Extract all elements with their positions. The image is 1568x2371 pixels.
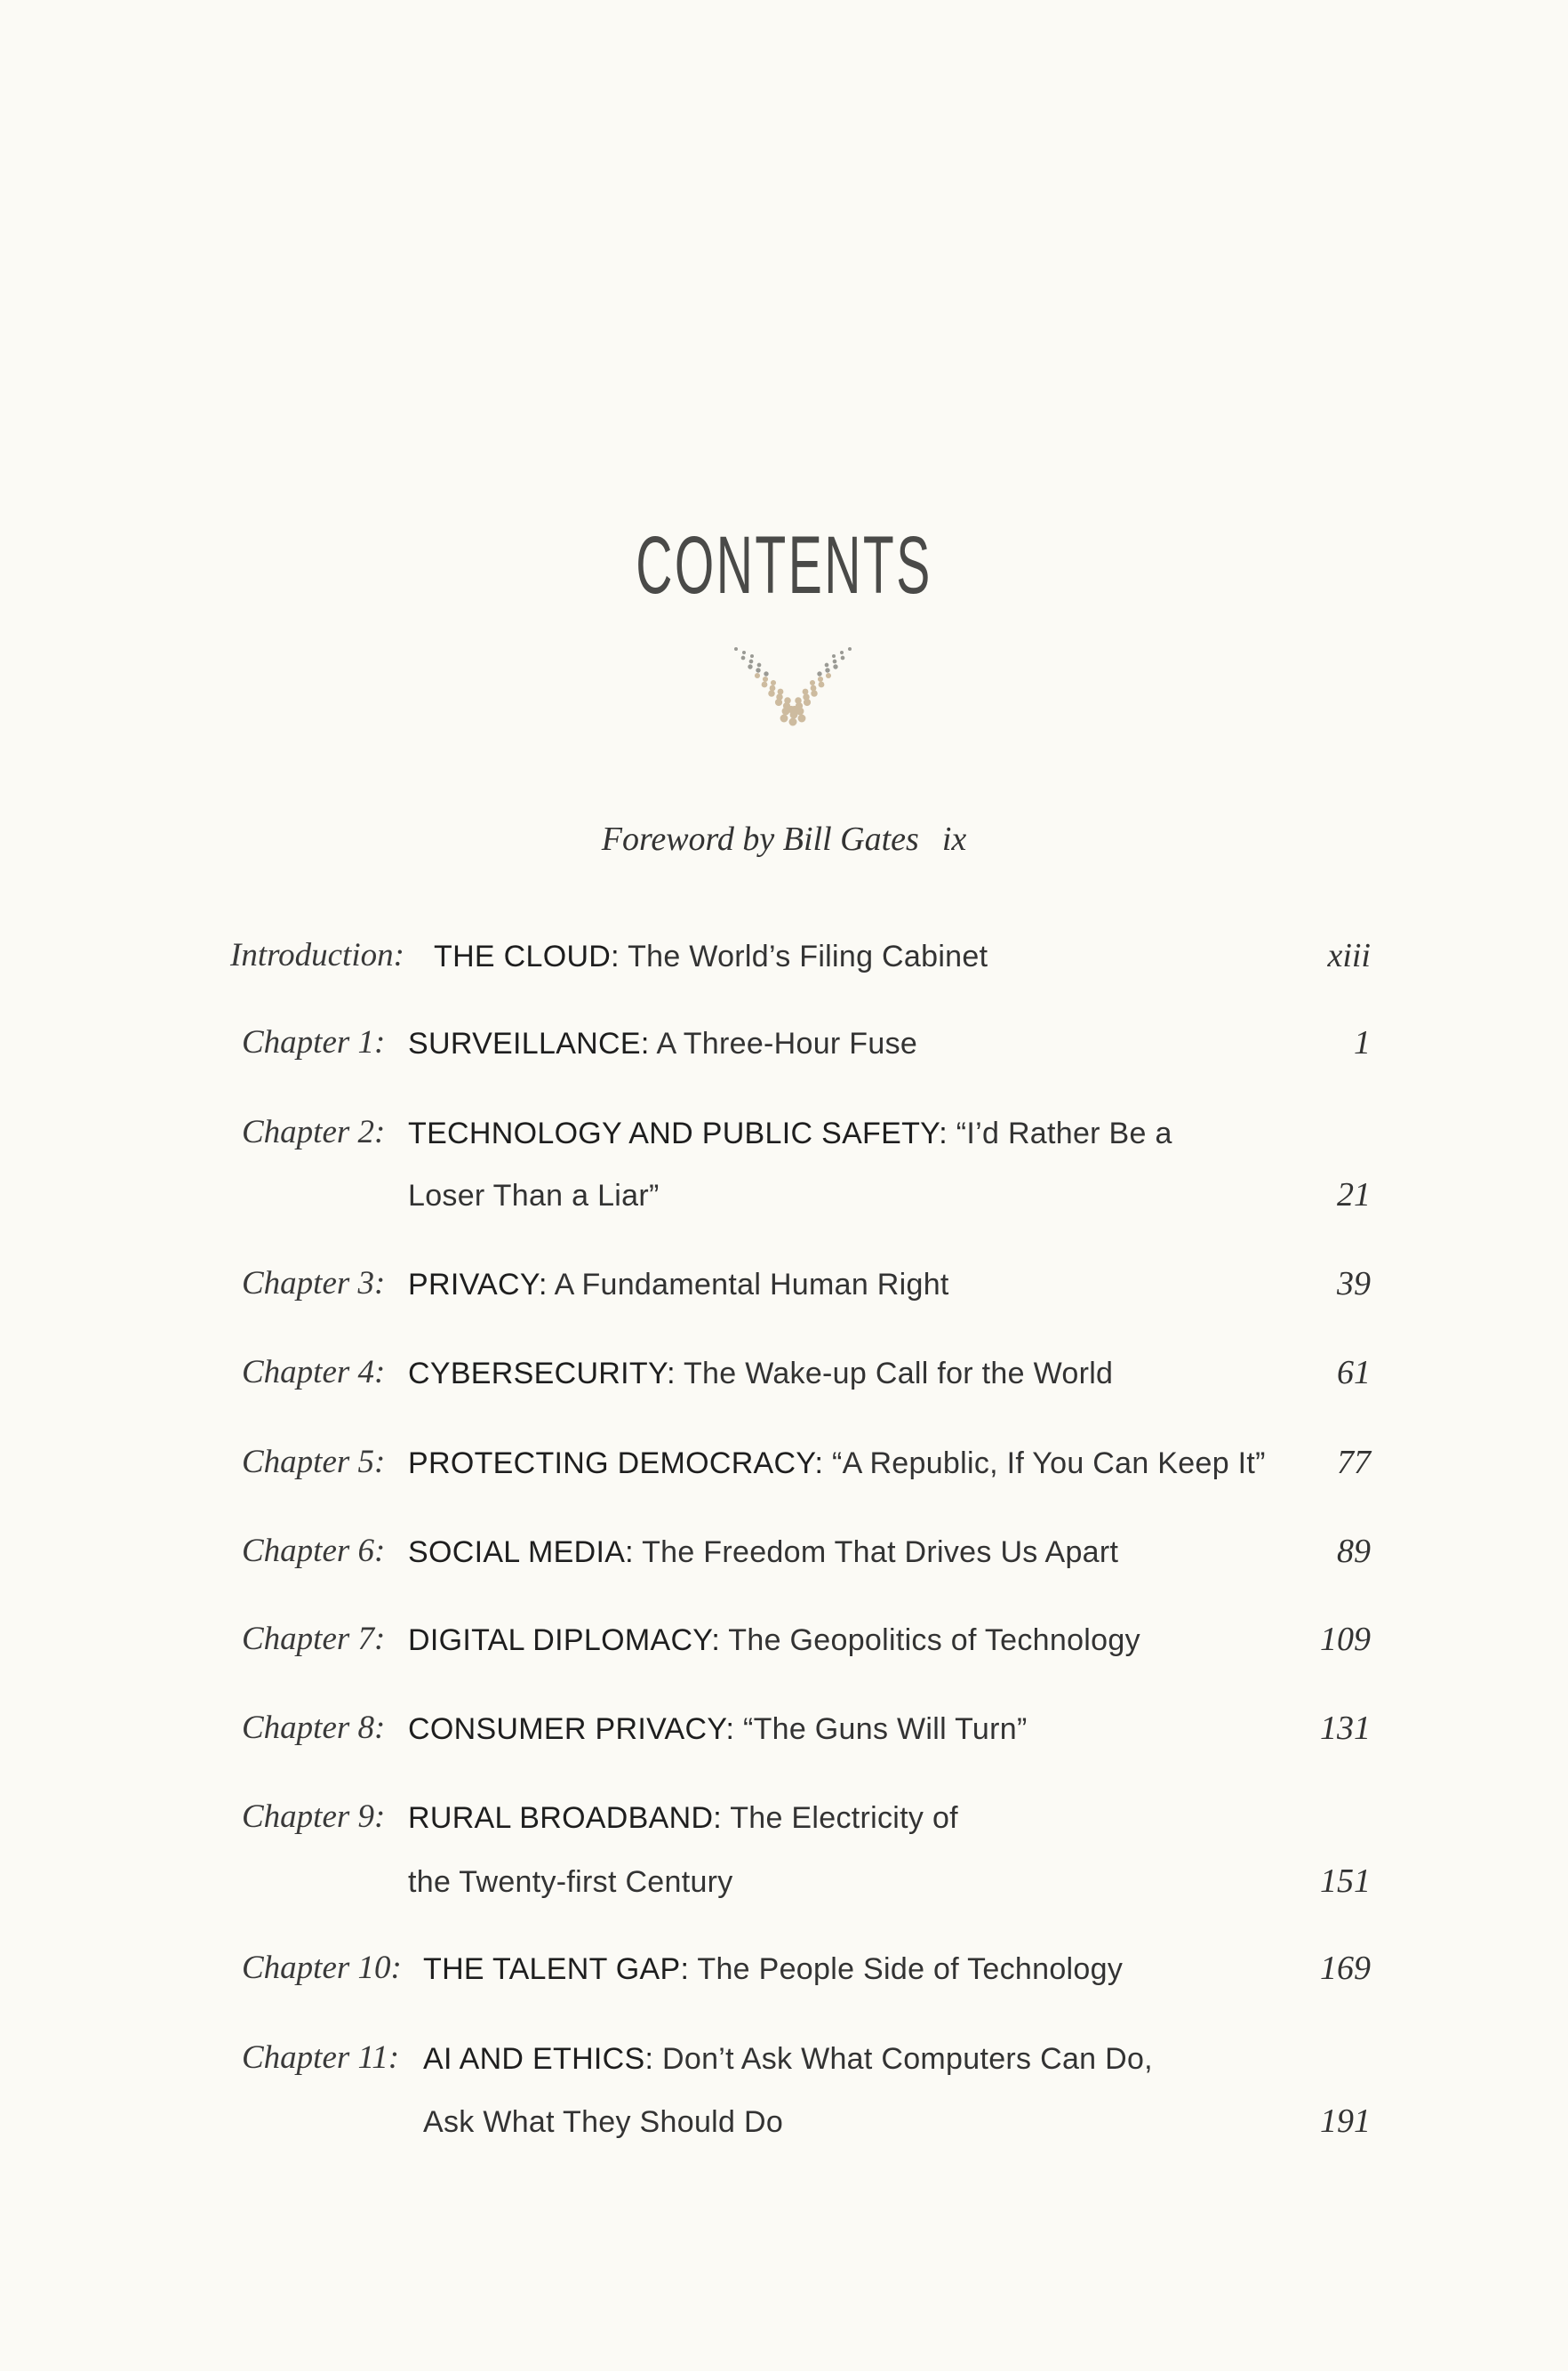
toc-entry <box>0 1114 1568 1161</box>
page-number: 151 <box>1320 1862 1371 1900</box>
chapter-subtitle: “I’d Rather Be a <box>956 1117 1172 1150</box>
ornament-dot <box>798 715 806 723</box>
chapter-label: Chapter 5: <box>242 1444 386 1480</box>
ornament-dot <box>825 663 829 668</box>
chapter-subtitle: Loser Than a Liar” <box>408 1179 660 1213</box>
chapter-heading: AI AND ETHICS: <box>423 2042 654 2076</box>
chapter-subtitle: Ask What They Should Do <box>423 2105 784 2139</box>
toc-entry-continuation <box>0 1176 1568 1223</box>
toc-entry <box>0 1535 1568 1580</box>
chapter-heading: SURVEILLANCE: <box>408 1027 650 1061</box>
chapter-subtitle: The People Side of Technology <box>697 1952 1124 1986</box>
chapter-subtitle: A Fundamental Human Right <box>554 1268 949 1302</box>
page-number: 191 <box>1320 2103 1371 2140</box>
chapter-heading: PROTECTING DEMOCRACY: <box>408 1446 824 1480</box>
chapter-subtitle: the Twenty-first Century <box>408 1865 733 1899</box>
ornament-dot <box>749 660 754 664</box>
toc-entry <box>0 1798 1568 1846</box>
chapter-title <box>408 1535 1118 1570</box>
chapter-title <box>434 940 988 974</box>
page-number: 77 <box>1337 1444 1371 1481</box>
toc-entry <box>0 1712 1568 1757</box>
chapter-title <box>408 1623 1140 1658</box>
chapter-label: Chapter 7: <box>242 1621 386 1657</box>
chapter-heading: RURAL BROADBAND: <box>408 1801 723 1835</box>
ornament-dot <box>789 718 797 726</box>
ornament-dot <box>826 673 831 678</box>
chapter-title <box>408 1357 1113 1391</box>
ornament-dot <box>833 664 837 669</box>
ornament-dot <box>840 651 844 654</box>
chapter-heading: PRIVACY: <box>408 1268 548 1302</box>
chapter-label: Chapter 10: <box>242 1950 402 1986</box>
ornament-dot <box>734 647 738 651</box>
ornament-dot <box>811 690 818 697</box>
chapter-label: Introduction: <box>230 937 404 973</box>
chapter-title <box>423 2105 783 2140</box>
ornament-dot <box>768 690 775 697</box>
chapter-heading: THE TALENT GAP: <box>423 1952 690 1986</box>
chapter-title <box>408 1027 917 1061</box>
toc-entry <box>0 2039 1568 2087</box>
chapter-title <box>423 2042 1153 2077</box>
toc-entry <box>0 1446 1568 1491</box>
ornament-dot <box>763 677 768 682</box>
toc-entry <box>0 1265 1568 1312</box>
ornament-dot <box>756 668 760 672</box>
ornament-dot <box>748 664 752 669</box>
ornament-dot <box>771 680 776 685</box>
page-number: 169 <box>1320 1950 1371 1987</box>
toc-entry <box>0 1024 1568 1071</box>
chapter-title <box>408 1712 1028 1747</box>
chapter-subtitle: A Three-Hour Fuse <box>656 1027 918 1061</box>
chapter-label: Chapter 2: <box>242 1114 386 1150</box>
chapter-heading: CONSUMER PRIVACY: <box>408 1712 735 1746</box>
chapter-title <box>408 1801 958 1836</box>
chapter-heading: CYBERSECURITY: <box>408 1357 676 1390</box>
ornament-dot <box>819 682 825 688</box>
chapter-label: Chapter 11: <box>242 2039 400 2076</box>
ornament-dot <box>803 689 809 695</box>
chapter-subtitle: “The Guns Will Turn” <box>742 1712 1028 1746</box>
chapter-title <box>408 1268 949 1302</box>
ornament-dot <box>841 656 845 661</box>
toc-entry <box>0 1354 1568 1401</box>
page-title: CONTENTS <box>636 520 932 611</box>
ornament-dot <box>762 682 768 688</box>
chapter-heading: TECHNOLOGY AND PUBLIC SAFETY: <box>408 1117 948 1150</box>
chapter-heading: DIGITAL DIPLOMACY: <box>408 1623 721 1657</box>
toc-entry-continuation <box>0 1862 1568 1910</box>
ornament-dot <box>848 647 852 651</box>
page-number: 131 <box>1320 1710 1371 1747</box>
chapter-label: Chapter 4: <box>242 1354 386 1390</box>
ornament-dot <box>770 685 776 692</box>
chapter-subtitle: Don’t Ask What Computers Can Do, <box>662 2042 1153 2076</box>
chapter-subtitle: The Geopolitics of Technology <box>728 1623 1140 1657</box>
ornament-dot <box>755 673 760 678</box>
foreword-page: ix <box>941 821 967 858</box>
chapter-title <box>423 1952 1123 1987</box>
chapter-subtitle: The Wake-up Call for the World <box>683 1357 1114 1390</box>
foreword-label: Foreword by Bill Gates <box>601 821 919 858</box>
toc-entry <box>0 937 1568 984</box>
toc-entry <box>0 1952 1568 1997</box>
ornament-dot <box>833 660 837 664</box>
chapter-label: Chapter 3: <box>242 1265 386 1302</box>
ornament-dot <box>810 680 815 685</box>
ornament-dot <box>782 708 790 716</box>
ornament-dot <box>804 699 811 706</box>
toc-entry-continuation <box>0 2105 1568 2150</box>
page-number: 1 <box>1354 1024 1371 1061</box>
ornament-dot <box>818 677 823 682</box>
ornament-dot <box>750 654 754 658</box>
ornament-dot <box>757 663 762 668</box>
chapter-subtitle: The World’s Filing Cabinet <box>628 940 988 973</box>
ornament-dot <box>825 668 829 672</box>
ornament-dot <box>780 715 788 723</box>
chapter-subtitle: “A Republic, If You Can Keep It” <box>831 1446 1266 1480</box>
foreword-entry <box>0 820 1568 859</box>
chapter-title <box>408 1179 660 1214</box>
page-number: 109 <box>1320 1621 1371 1658</box>
page-number: 61 <box>1337 1354 1371 1391</box>
chevron-ornament-icon <box>731 642 855 731</box>
ornament-dot <box>790 711 798 719</box>
chapter-heading: THE CLOUD: <box>434 940 620 973</box>
chapter-title <box>408 1446 1266 1481</box>
chapter-heading: SOCIAL MEDIA: <box>408 1535 634 1569</box>
ornament-dot <box>742 651 746 654</box>
chapter-label: Chapter 8: <box>242 1710 386 1746</box>
chapter-subtitle: The Electricity of <box>730 1801 958 1835</box>
chapter-label: Chapter 9: <box>242 1798 386 1835</box>
ornament-dot <box>775 699 782 706</box>
page-number: 21 <box>1337 1176 1371 1214</box>
ornament-dot <box>764 671 768 676</box>
ornament-dot <box>811 685 817 692</box>
toc-entry <box>0 1623 1568 1668</box>
page-number: 89 <box>1337 1533 1371 1570</box>
ornament-dot <box>741 656 746 661</box>
chapter-label: Chapter 6: <box>242 1533 386 1569</box>
page-number: xiii <box>1327 937 1371 974</box>
chapter-subtitle: The Freedom That Drives Us Apart <box>642 1535 1119 1569</box>
page-number: 39 <box>1337 1265 1371 1302</box>
ornament-dot <box>817 671 821 676</box>
chapter-title <box>408 1117 1172 1151</box>
chapter-title <box>408 1865 733 1900</box>
ornament-dot <box>832 654 836 658</box>
chapter-label: Chapter 1: <box>242 1024 386 1061</box>
ornament-dot <box>778 689 784 695</box>
